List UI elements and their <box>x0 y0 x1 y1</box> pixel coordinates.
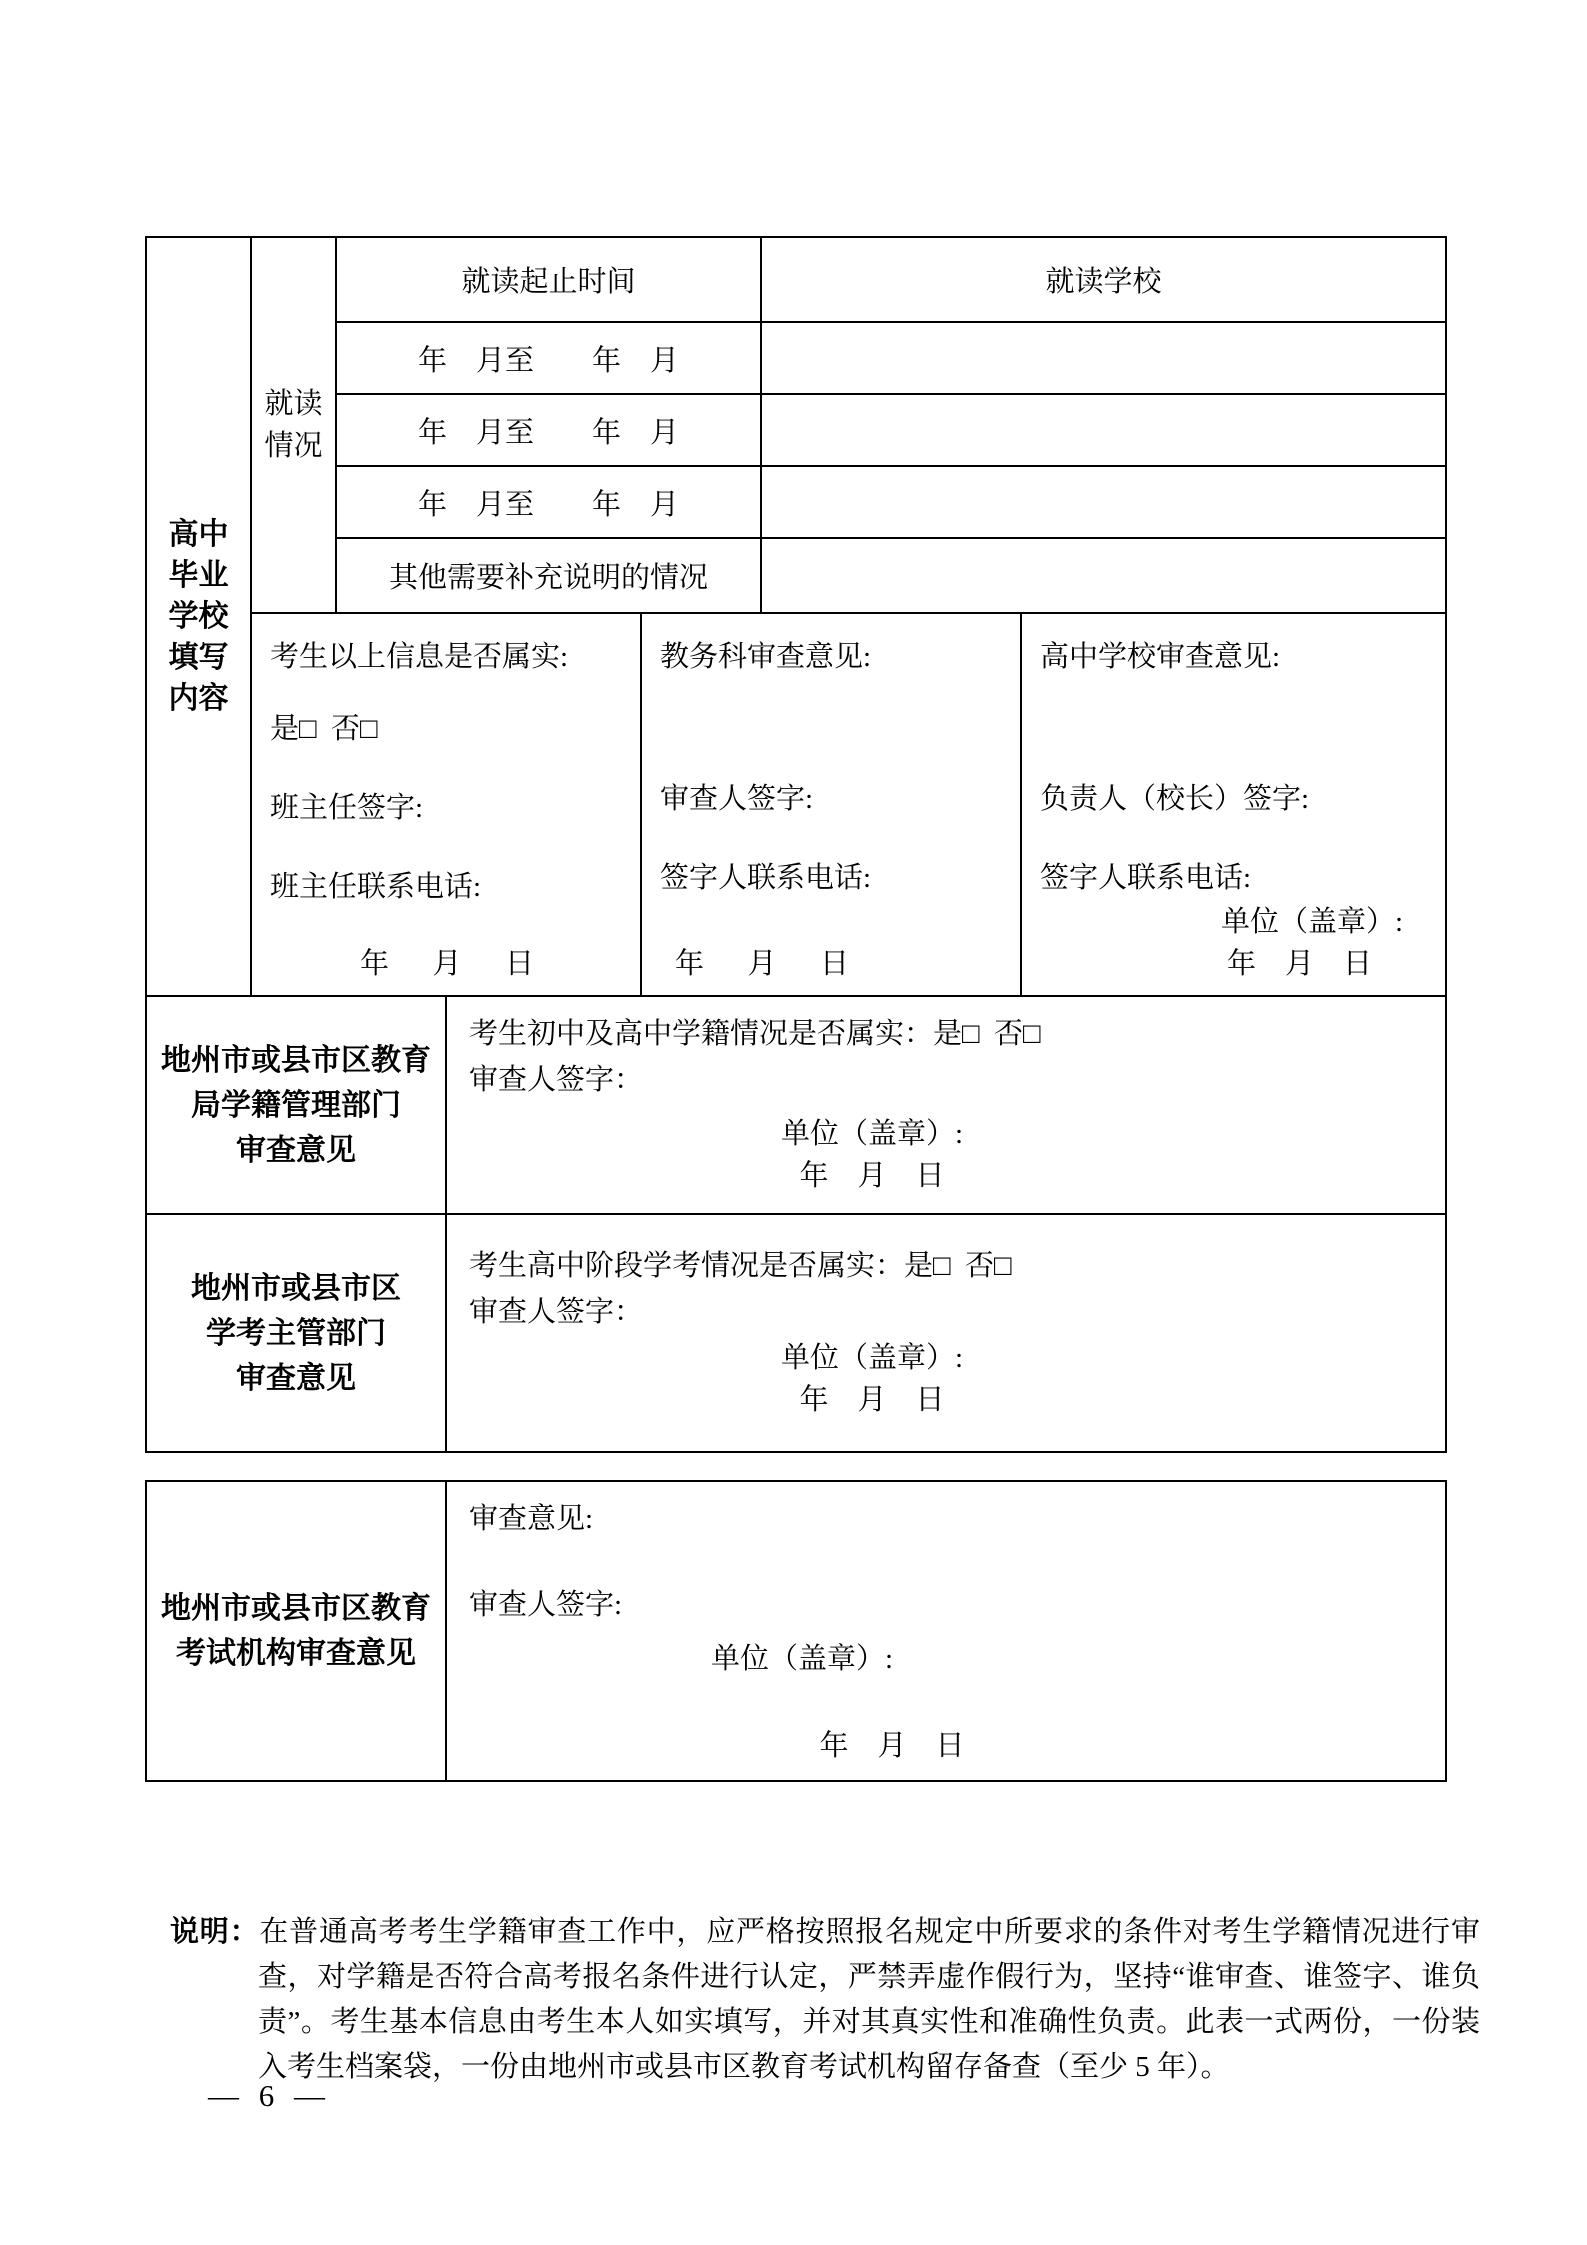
date-line: 年 月 日 <box>1227 948 1373 980</box>
high-school-fill-table <box>145 236 1447 997</box>
truthful-checkbox-line: 考生高中阶段学考情况是否属实：是□ 否□ <box>469 1250 1012 1282</box>
truthful-checkbox-line: 考生初中及高中学籍情况是否属实：是□ 否□ <box>469 1018 1041 1050</box>
label-line: 地州市或县市区 <box>191 1271 401 1305</box>
study-period-row-2: 年 月至 年 月 <box>336 394 761 466</box>
unit-seal-label: 单位（盖章）: <box>780 1342 964 1374</box>
date-line: 年 月 日 <box>359 948 534 980</box>
header-study-period: 就读起止时间 <box>336 237 761 322</box>
office-review-title: 教务科审查意见: <box>660 641 872 673</box>
exam-institution-review-table <box>145 1480 1447 1782</box>
reviewer-signature-label: 审查人签字： <box>469 1064 644 1096</box>
signer-phone-label: 签字人联系电话: <box>1040 862 1252 894</box>
unit-seal-label: 单位（盖章）: <box>1220 906 1404 938</box>
registry-department-content <box>446 996 1446 1214</box>
teacher-signature-label: 班主任签字: <box>270 792 424 824</box>
study-school-cell-1 <box>761 322 1446 394</box>
other-remarks-cell <box>761 538 1446 613</box>
review-opinion-label: 审查意见: <box>469 1503 594 1535</box>
school-review-title: 高中学校审查意见: <box>1040 641 1281 673</box>
exam-authority-content <box>446 1214 1446 1452</box>
study-status-line: 情况 <box>264 430 323 462</box>
notes-text: 在普通高考考生学籍审查工作中，应严格按照报名规定中所要求的条件对考生学籍情况进行审查，对学籍是否符合高考报名条件进行认定，严禁弄虚作假行为，坚持“谁审查、谁签字、谁负责”。考生基本信息由考生本人如实填写，并对其真实性和准确性负责。此表一式两份，一份装入考生档案袋，一份由地州市或县市区教育考试机构留存备查（至少 5 年）。 <box>258 1916 1480 2083</box>
date-line: 年 月 日 <box>799 1160 945 1192</box>
study-period-row-1: 年 月至 年 月 <box>336 322 761 394</box>
left-label-line: 内容 <box>168 682 229 715</box>
truthful-checkbox-row: 是□ 否□ <box>270 713 378 745</box>
date-line: 年 月 日 <box>819 1730 965 1762</box>
label-line: 审查意见 <box>236 1361 356 1395</box>
left-label-high-school-section <box>146 237 251 996</box>
exam-institution-content <box>446 1481 1446 1781</box>
reviewer-signature-label: 审查人签字： <box>469 1296 644 1328</box>
signer-phone-label: 签字人联系电话: <box>660 862 872 894</box>
review-cell-academic-office <box>641 613 1021 996</box>
study-status-label <box>251 237 336 613</box>
exam-institution-label <box>146 1481 446 1781</box>
review-cell-class-teacher <box>251 613 641 996</box>
label-line: 审查意见 <box>236 1133 356 1167</box>
study-period-row-3: 年 月至 年 月 <box>336 466 761 538</box>
left-label-line: 填写 <box>168 641 229 674</box>
study-status-line: 就读 <box>264 388 323 420</box>
notes-paragraph <box>170 1910 1480 2090</box>
notes-label: 说明： <box>170 1916 260 1948</box>
exam-authority-label <box>146 1214 446 1452</box>
label-line: 考试机构审查意见 <box>176 1637 416 1670</box>
date-line: 年 月 日 <box>675 948 850 980</box>
teacher-phone-label: 班主任联系电话: <box>270 871 482 903</box>
date-line: 年 月 日 <box>799 1384 945 1416</box>
left-label-line: 高中 <box>168 518 229 551</box>
reviewer-signature-label: 审查人签字: <box>660 783 814 815</box>
registry-department-label <box>146 996 446 1214</box>
info-truthful-title: 考生以上信息是否属实: <box>270 641 569 673</box>
study-school-cell-2 <box>761 394 1446 466</box>
reviewer-signature-label: 审查人签字: <box>469 1589 623 1621</box>
label-line: 地州市或县市区教育 <box>161 1043 431 1077</box>
left-label-line: 学校 <box>168 600 229 633</box>
label-line: 学考主管部门 <box>206 1316 386 1350</box>
registry-department-review-table <box>145 995 1447 1215</box>
label-line: 地州市或县市区教育 <box>161 1592 431 1625</box>
unit-seal-label: 单位（盖章）: <box>780 1118 964 1150</box>
page-number: — 6 — <box>208 2078 331 2113</box>
unit-seal-label: 单位（盖章）: <box>710 1643 894 1675</box>
review-cell-high-school <box>1021 613 1446 996</box>
other-remarks-label: 其他需要补充说明的情况 <box>336 538 761 613</box>
exam-authority-review-table <box>145 1213 1447 1453</box>
label-line: 局学籍管理部门 <box>191 1088 401 1122</box>
header-study-school: 就读学校 <box>761 237 1446 322</box>
principal-signature-label: 负责人（校长）签字: <box>1040 783 1310 815</box>
left-label-line: 毕业 <box>168 559 229 592</box>
study-school-cell-3 <box>761 466 1446 538</box>
